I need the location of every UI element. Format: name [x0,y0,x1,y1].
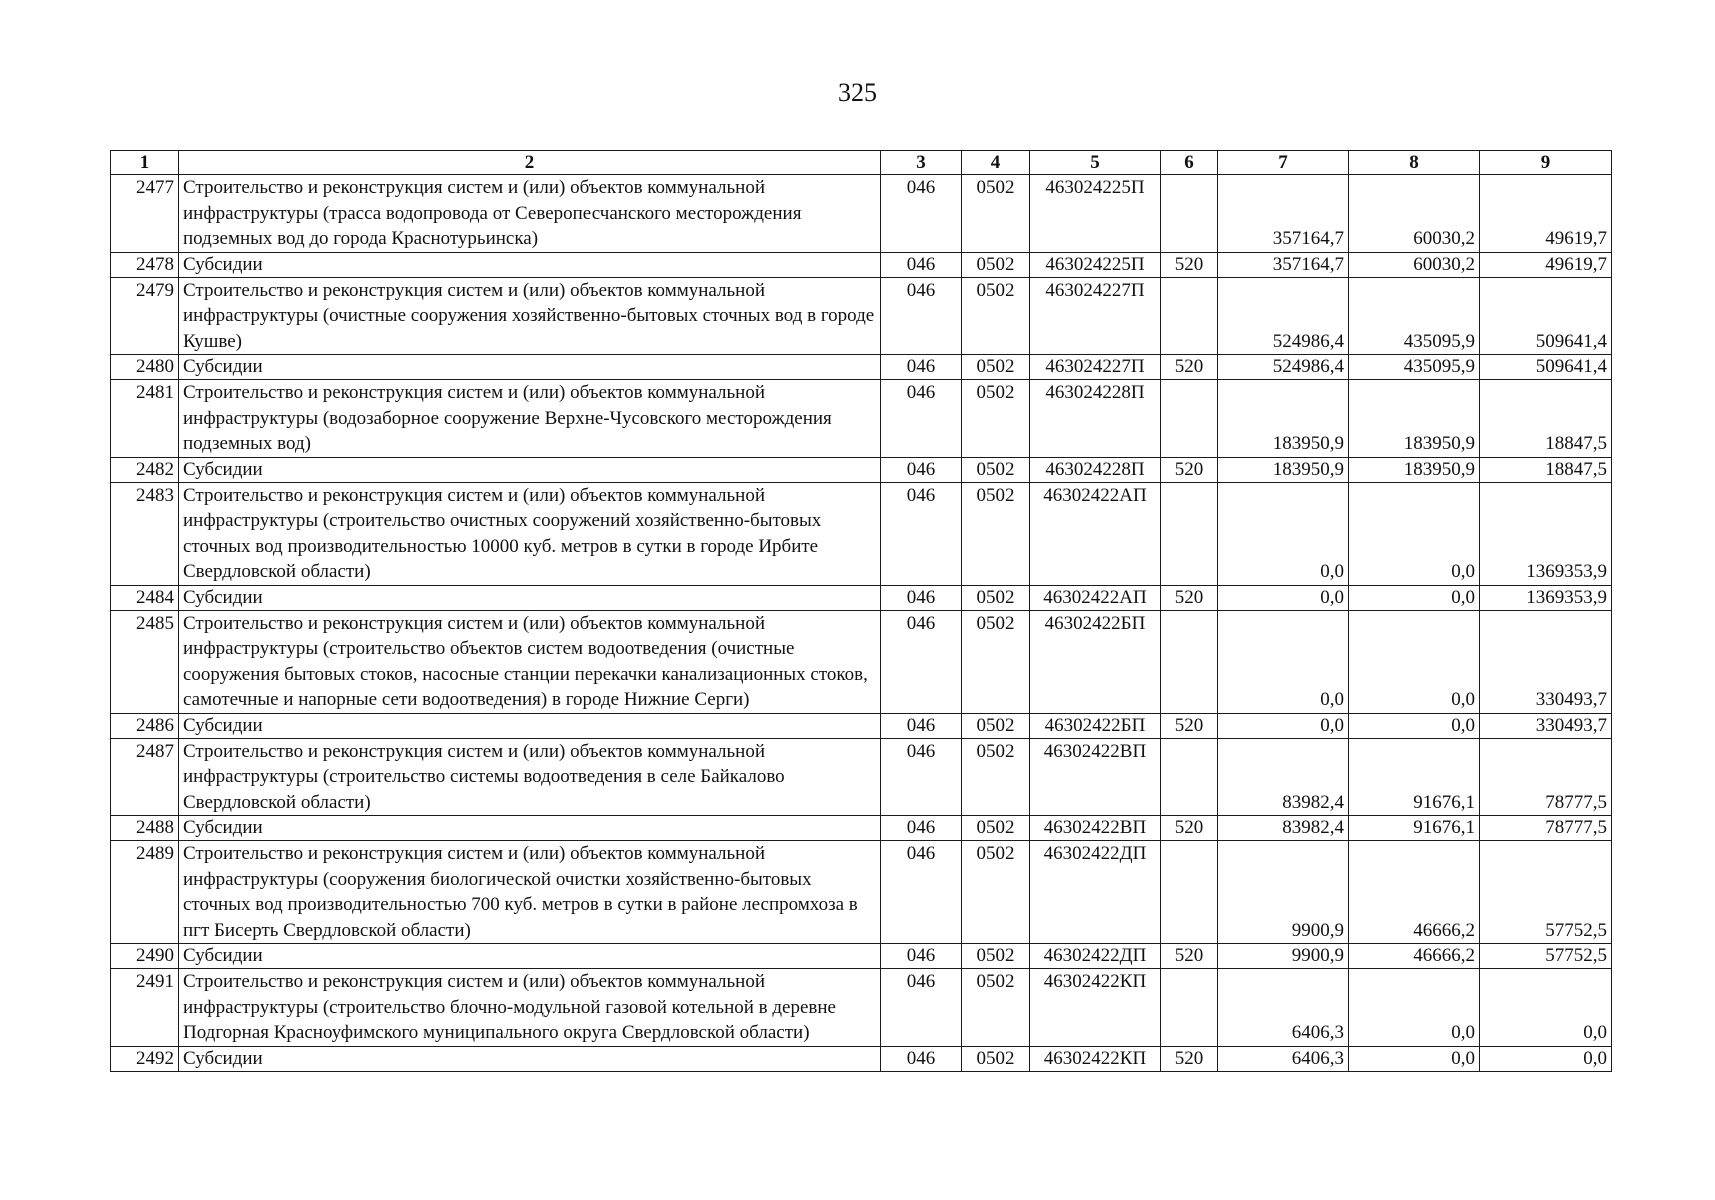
table-row [111,585,1612,610]
amount-col7-cell: 524986,4 [1218,277,1349,355]
table-row [111,252,1612,277]
target-article-cell: 46302422АП [1030,585,1161,610]
amount-col9-cell: 0,0 [1480,1046,1612,1071]
amount-col7-cell: 0,0 [1218,713,1349,738]
amount-col8-cell: 435095,9 [1349,277,1480,355]
amount-col9-cell: 57752,5 [1480,944,1612,969]
target-article-cell: 46302422ВП [1030,738,1161,816]
amount-col9-cell: 1369353,9 [1480,482,1612,585]
row-number-cell: 2482 [111,457,179,482]
column-header-9: 9 [1480,151,1612,175]
amount-col8-cell: 91676,1 [1349,738,1480,816]
table-row [111,969,1612,1047]
amount-col8-cell: 0,0 [1349,1046,1480,1071]
section-code-cell: 0502 [962,252,1030,277]
section-code-cell: 0502 [962,610,1030,713]
row-number-cell: 2479 [111,277,179,355]
amount-col9-cell: 49619,7 [1480,175,1612,253]
amount-col9-cell: 1369353,9 [1480,585,1612,610]
table-row [111,277,1612,355]
expense-type-cell: 520 [1161,355,1218,380]
amount-col8-cell: 435095,9 [1349,355,1480,380]
expense-type-cell [1161,969,1218,1047]
table-body [111,175,1612,1072]
ministry-code-cell: 046 [881,841,962,944]
amount-col9-cell: 509641,4 [1480,355,1612,380]
row-number-cell: 2488 [111,816,179,841]
target-article-cell: 46302422БП [1030,610,1161,713]
amount-col9-cell: 49619,7 [1480,252,1612,277]
amount-col7-cell: 6406,3 [1218,1046,1349,1071]
section-code-cell: 0502 [962,969,1030,1047]
amount-col8-cell: 60030,2 [1349,252,1480,277]
section-code-cell: 0502 [962,457,1030,482]
expense-type-cell [1161,175,1218,253]
amount-col9-cell: 509641,4 [1480,277,1612,355]
expense-type-cell: 520 [1161,944,1218,969]
amount-col7-cell: 9900,9 [1218,841,1349,944]
amount-col9-cell: 18847,5 [1480,380,1612,458]
item-name-cell: Строительство и реконструкция систем и (или) объектов коммунальной инфраструктуры (трасса водопровода от Северопесчанского месторождения подземных вод до города Краснотурьинска) [179,175,881,253]
row-number-cell: 2478 [111,252,179,277]
target-article-cell: 46302422АП [1030,482,1161,585]
section-code-cell: 0502 [962,713,1030,738]
expense-type-cell [1161,610,1218,713]
expense-type-cell: 520 [1161,816,1218,841]
table-row [111,944,1612,969]
target-article-cell: 463024228П [1030,457,1161,482]
expense-type-cell: 520 [1161,1046,1218,1071]
table-row [111,713,1612,738]
amount-col8-cell: 0,0 [1349,482,1480,585]
column-header-5: 5 [1030,151,1161,175]
section-code-cell: 0502 [962,738,1030,816]
amount-col8-cell: 0,0 [1349,585,1480,610]
column-header-7: 7 [1218,151,1349,175]
column-header-1: 1 [111,151,179,175]
amount-col7-cell: 6406,3 [1218,969,1349,1047]
row-number-cell: 2477 [111,175,179,253]
section-code-cell: 0502 [962,175,1030,253]
item-name-cell: Строительство и реконструкция систем и (или) объектов коммунальной инфраструктуры (строительство системы водоотведения в селе Байкалово Свердловской области) [179,738,881,816]
ministry-code-cell: 046 [881,175,962,253]
expense-type-cell [1161,482,1218,585]
row-number-cell: 2491 [111,969,179,1047]
table-row [111,841,1612,944]
amount-col7-cell: 83982,4 [1218,738,1349,816]
amount-col8-cell: 183950,9 [1349,380,1480,458]
amount-col9-cell: 0,0 [1480,969,1612,1047]
item-name-cell: Строительство и реконструкция систем и (или) объектов коммунальной инфраструктуры (очистные сооружения хозяйственно-бытовых сточных вод в городе Кушве) [179,277,881,355]
item-name-cell: Субсидии [179,355,881,380]
section-code-cell: 0502 [962,482,1030,585]
row-number-cell: 2486 [111,713,179,738]
amount-col8-cell: 0,0 [1349,713,1480,738]
table-row [111,738,1612,816]
column-header-3: 3 [881,151,962,175]
row-number-cell: 2485 [111,610,179,713]
ministry-code-cell: 046 [881,944,962,969]
amount-col8-cell: 0,0 [1349,969,1480,1047]
row-number-cell: 2480 [111,355,179,380]
ministry-code-cell: 046 [881,355,962,380]
expense-type-cell [1161,380,1218,458]
ministry-code-cell: 046 [881,610,962,713]
amount-col9-cell: 330493,7 [1480,713,1612,738]
header-row [111,151,1612,175]
target-article-cell: 463024227П [1030,277,1161,355]
column-header-8: 8 [1349,151,1480,175]
item-name-cell: Субсидии [179,944,881,969]
section-code-cell: 0502 [962,944,1030,969]
row-number-cell: 2484 [111,585,179,610]
amount-col8-cell: 60030,2 [1349,175,1480,253]
section-code-cell: 0502 [962,816,1030,841]
ministry-code-cell: 046 [881,277,962,355]
amount-col7-cell: 183950,9 [1218,380,1349,458]
table-header [111,151,1612,175]
target-article-cell: 46302422ДП [1030,841,1161,944]
target-article-cell: 46302422БП [1030,713,1161,738]
ministry-code-cell: 046 [881,457,962,482]
amount-col7-cell: 357164,7 [1218,252,1349,277]
target-article-cell: 463024227П [1030,355,1161,380]
section-code-cell: 0502 [962,585,1030,610]
ministry-code-cell: 046 [881,482,962,585]
item-name-cell: Субсидии [179,252,881,277]
item-name-cell: Субсидии [179,816,881,841]
table-row [111,482,1612,585]
expense-type-cell: 520 [1161,585,1218,610]
item-name-cell: Строительство и реконструкция систем и (или) объектов коммунальной инфраструктуры (строительство очистных сооружений хозяйственно-бытовых сточных вод производительностью 10000 куб. метров в сутки в городе Ирбите Свердловской области) [179,482,881,585]
amount-col8-cell: 91676,1 [1349,816,1480,841]
section-code-cell: 0502 [962,355,1030,380]
target-article-cell: 46302422КП [1030,969,1161,1047]
target-article-cell: 46302422КП [1030,1046,1161,1071]
table-row [111,610,1612,713]
section-code-cell: 0502 [962,277,1030,355]
amount-col8-cell: 46666,2 [1349,944,1480,969]
amount-col7-cell: 357164,7 [1218,175,1349,253]
ministry-code-cell: 046 [881,713,962,738]
target-article-cell: 46302422ВП [1030,816,1161,841]
row-number-cell: 2483 [111,482,179,585]
section-code-cell: 0502 [962,380,1030,458]
column-header-2: 2 [179,151,881,175]
amount-col8-cell: 0,0 [1349,610,1480,713]
amount-col9-cell: 57752,5 [1480,841,1612,944]
row-number-cell: 2490 [111,944,179,969]
page-number: 325 [838,78,877,107]
column-header-4: 4 [962,151,1030,175]
target-article-cell: 463024228П [1030,380,1161,458]
expense-type-cell: 520 [1161,457,1218,482]
ministry-code-cell: 046 [881,585,962,610]
budget-table [110,150,1612,1072]
ministry-code-cell: 046 [881,380,962,458]
column-header-6: 6 [1161,151,1218,175]
amount-col7-cell: 9900,9 [1218,944,1349,969]
amount-col8-cell: 183950,9 [1349,457,1480,482]
item-name-cell: Строительство и реконструкция систем и (или) объектов коммунальной инфраструктуры (строительство блочно-модульной газовой котельной в деревне Подгорная Красноуфимского муниципального округа Свердловской области) [179,969,881,1047]
expense-type-cell [1161,738,1218,816]
row-number-cell: 2489 [111,841,179,944]
amount-col9-cell: 330493,7 [1480,610,1612,713]
amount-col7-cell: 83982,4 [1218,816,1349,841]
item-name-cell: Строительство и реконструкция систем и (или) объектов коммунальной инфраструктуры (строительство объектов систем водоотведения (очистные сооружения бытовых стоков, насосные станции перекачки канализационных стоков, самотечные и напорные сети водоотведения) в городе Нижние Серги) [179,610,881,713]
expense-type-cell [1161,277,1218,355]
amount-col7-cell: 524986,4 [1218,355,1349,380]
expense-type-cell: 520 [1161,252,1218,277]
row-number-cell: 2492 [111,1046,179,1071]
table-row [111,380,1612,458]
target-article-cell: 463024225П [1030,252,1161,277]
ministry-code-cell: 046 [881,969,962,1047]
expense-type-cell [1161,841,1218,944]
row-number-cell: 2481 [111,380,179,458]
target-article-cell: 46302422ДП [1030,944,1161,969]
amount-col9-cell: 18847,5 [1480,457,1612,482]
target-article-cell: 463024225П [1030,175,1161,253]
item-name-cell: Строительство и реконструкция систем и (или) объектов коммунальной инфраструктуры (сооружения биологической очистки хозяйственно-бытовых сточных вод производительностью 700 куб. метров в сутки в районе леспромхоза в пгт Бисерть Свердловской области) [179,841,881,944]
ministry-code-cell: 046 [881,1046,962,1071]
item-name-cell: Строительство и реконструкция систем и (или) объектов коммунальной инфраструктуры (водозаборное сооружение Верхне-Чусовского месторождения подземных вод) [179,380,881,458]
ministry-code-cell: 046 [881,252,962,277]
section-code-cell: 0502 [962,841,1030,944]
ministry-code-cell: 046 [881,816,962,841]
amount-col9-cell: 78777,5 [1480,816,1612,841]
item-name-cell: Субсидии [179,1046,881,1071]
row-number-cell: 2487 [111,738,179,816]
item-name-cell: Субсидии [179,585,881,610]
amount-col7-cell: 0,0 [1218,610,1349,713]
table-row [111,175,1612,253]
amount-col8-cell: 46666,2 [1349,841,1480,944]
amount-col7-cell: 0,0 [1218,585,1349,610]
ministry-code-cell: 046 [881,738,962,816]
item-name-cell: Субсидии [179,713,881,738]
table-row [111,355,1612,380]
table-row [111,816,1612,841]
item-name-cell: Субсидии [179,457,881,482]
amount-col9-cell: 78777,5 [1480,738,1612,816]
amount-col7-cell: 0,0 [1218,482,1349,585]
section-code-cell: 0502 [962,1046,1030,1071]
expense-type-cell: 520 [1161,713,1218,738]
amount-col7-cell: 183950,9 [1218,457,1349,482]
table-row [111,1046,1612,1071]
table-row [111,457,1612,482]
